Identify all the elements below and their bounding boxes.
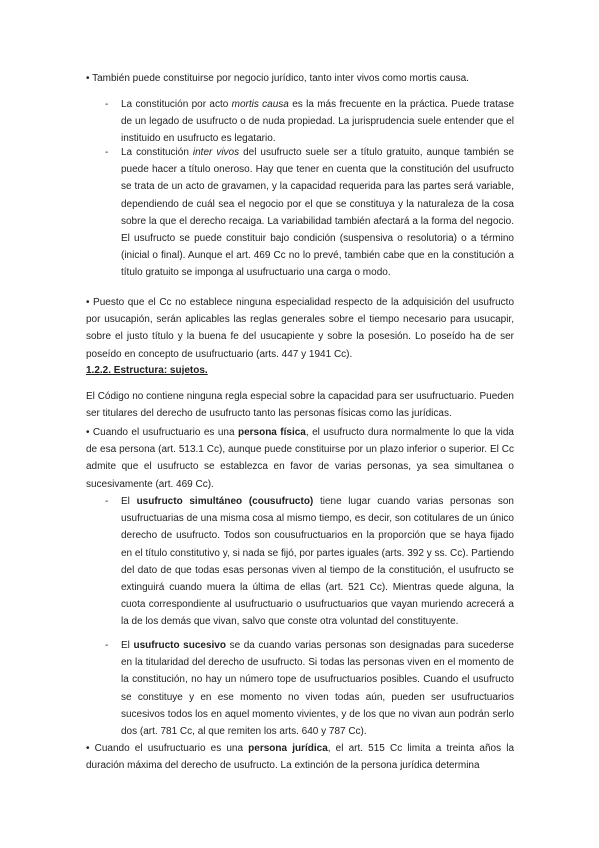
italic-term: inter vivos xyxy=(192,147,240,158)
paragraph-text: • Cuando el usufructuario es una xyxy=(86,743,249,754)
dash-marker: - xyxy=(105,640,109,651)
bold-term: persona física xyxy=(237,427,306,438)
bold-term: persona jurídica xyxy=(248,743,328,754)
list-item-text: La constitución por acto xyxy=(121,99,232,110)
paragraph-text: , el usufructo dura normalmente lo que la vida de esa persona (art. 513.1 Cc), aunque puede constituirse por un plazo inferior o superior. El Cc admite que el usufructo se establezca en favor de varias personas, ya sea simultanea o sucesivamente (art. 469 Cc). xyxy=(86,427,514,490)
paragraph-text: El Código no contiene ninguna regla especial sobre la capacidad para ser usufructuario. Pueden ser titulares del derecho de usufructo tanto las personas físicas como las jurídicas. xyxy=(86,391,514,420)
paragraph-text: • También puede constituirse por negocio jurídico, tanto inter vivos como mortis causa. xyxy=(86,73,469,84)
paragraph-text: • Puesto que el Cc no establece ninguna especialidad respecto de la adquisición del usufructo por usucapión, serán aplicables las reglas generales sobre el tiempo necesario para usucapir, sobre el justo título y la buena fe del usucapiente y sobre la posesión. Lo poseído ha de ser poseído en concepto de usufructuario (arts. 447 y 1941 Cc). xyxy=(86,297,514,360)
list-item-text: tiene lugar cuando varias personas son usufructuarias de una misma cosa al mismo tiempo, es decir, son cotitulares de un único derecho de usufructo. Todos son cousufructuarios en la proporción que se haya fijado en el título constitutivo y, si nada se fijó, por partes iguales (arts. 392 y ss. Cc). Partiendo del dato de que todas esas personas viven al tiempo de la constitución, el usufructo se extinguirá cuando muera la última de ellas (art. 521 Cc). Mientras quede alguna, la cuota correspondiente al usufructuario o usufructuarios que vayan muriendo acrecerá a la de los demás que vivan, salvo que conste otra voluntad del constituyente. xyxy=(121,496,514,628)
section-heading: 1.2.2. Estructura: sujetos. xyxy=(86,365,208,376)
list-item-text: del usufructo suele ser a título gratuito, aunque también se puede hacer a título oneroso. Hay que tener en cuenta que la constitución del usufructo se trata de un acto de gravamen, y la capacidad requerida para las partes será variable, dependiendo de cuál sea el negocio por el que se constituya y la naturaleza de la cosa sobre la que el derecho recaiga. La variabilidad también afectará a la forma del negocio. El usufructo se puede constituir bajo condición (suspensiva o resolutoria) o a término (inicial o final). Aunque el art. 469 Cc no lo prevé, también cabe que en la constitución a título gratuito se imponga al usufructuario una carga o modo. xyxy=(121,147,514,279)
list-item-text: se da cuando varias personas son designadas para sucederse en la titularidad del derecho de usufructo. Si todas las personas viven en el momento de la constitución, no hay un número tope de usufructuarios posibles. Cuando el usufructo se constituye y en ese momento no viven todas aún, pueden ser usufructuarios sucesivos todos los en aquel momento vivientes, y de los que no vivan aun podrán serlo dos (art. 781 Cc, al que remiten los arts. 640 y 787 Cc). xyxy=(121,640,514,738)
paragraph-text: , el art. 515 Cc limita a treinta años la duración máxima del derecho de usufructo. La extinción de la persona jurídica determina xyxy=(86,743,515,772)
dash-marker: - xyxy=(105,496,109,507)
paragraph-legal-person xyxy=(86,740,514,774)
list-item-text: es la más frecuente en la práctica. Puede tratase de un legado de usufructo o de nuda propiedad. La jurisprudencia suele entender que el instituido en usufructo es legatario. xyxy=(121,99,514,145)
list-item-text: La constitución xyxy=(121,147,193,158)
list-item-text: El xyxy=(121,496,137,507)
paragraph-constitution-legal-act xyxy=(86,70,514,87)
paragraph-capacity xyxy=(86,388,514,422)
bold-term: usufructo sucesivo xyxy=(133,640,226,651)
list-item-inter-vivos xyxy=(105,144,514,282)
list-item-successive-usufruct xyxy=(105,637,514,740)
paragraph-text: • Cuando el usufructuario es una xyxy=(86,427,238,438)
list-item-simultaneous-usufruct xyxy=(105,493,514,631)
list-item-mortis-causa xyxy=(105,96,514,148)
paragraph-natural-person xyxy=(86,424,514,493)
dash-marker: - xyxy=(105,99,109,110)
list-item-text: El xyxy=(121,640,134,651)
bold-term: usufructo simultáneo (cousufructo) xyxy=(136,496,314,507)
dash-marker: - xyxy=(105,147,109,158)
italic-term: mortis causa xyxy=(231,99,289,110)
paragraph-usucapion xyxy=(86,294,514,363)
